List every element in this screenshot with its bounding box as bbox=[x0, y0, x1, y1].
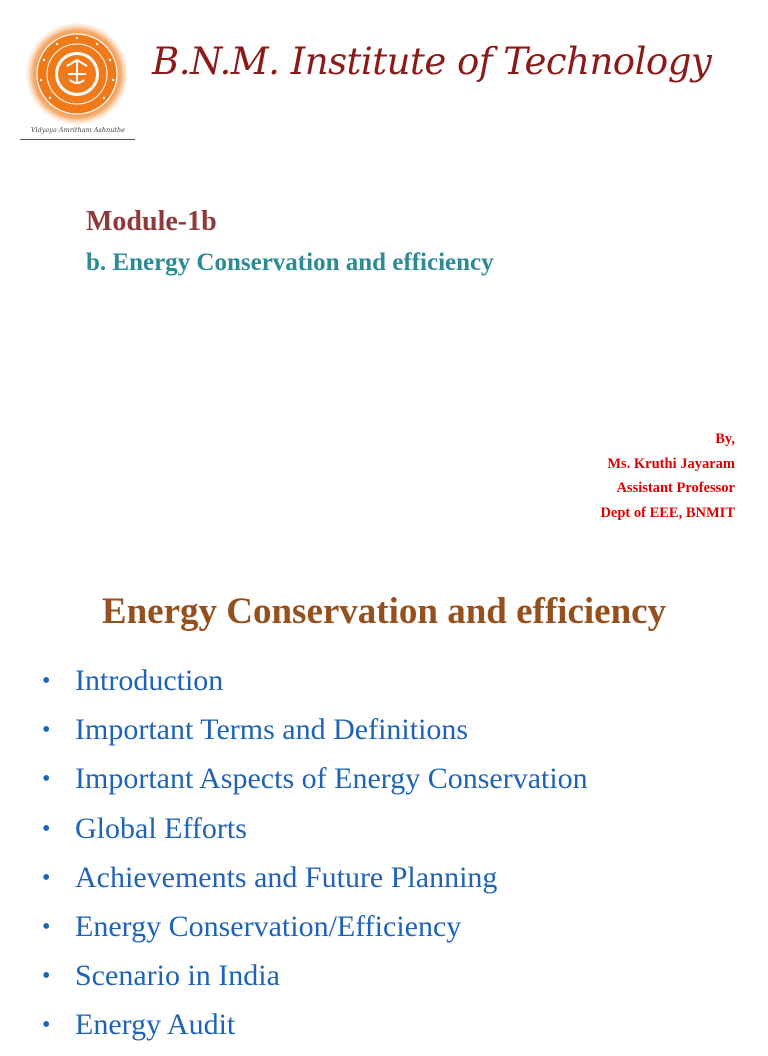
author-name: Ms. Kruthi Jayaram bbox=[607, 455, 735, 472]
bullet-icon: • bbox=[42, 913, 51, 940]
outline-list bbox=[42, 662, 588, 1056]
logo-divider bbox=[20, 139, 135, 140]
module-title: Module-1b bbox=[86, 206, 217, 237]
outline-title: Energy Conservation and efficiency bbox=[101, 591, 667, 632]
bullet-icon: • bbox=[42, 963, 51, 990]
list-item-label: Scenario in India bbox=[75, 959, 280, 993]
bullet-icon: • bbox=[42, 864, 51, 891]
list-item-label: Important Aspects of Energy Conservation bbox=[75, 762, 588, 796]
list-item-label: Energy Conservation/Efficiency bbox=[75, 909, 462, 943]
list-item-label: Introduction bbox=[75, 664, 224, 697]
institute-logo bbox=[22, 22, 132, 142]
list-item-label: Energy Audit bbox=[75, 1008, 236, 1042]
list-item bbox=[42, 662, 588, 711]
list-item bbox=[42, 810, 588, 859]
list-item bbox=[42, 908, 588, 957]
bullet-icon: • bbox=[42, 1012, 51, 1039]
outline-slide bbox=[0, 560, 768, 1042]
logo-motto: Vidyaya Amritham Ashnuthe bbox=[30, 126, 126, 134]
bullet-icon: • bbox=[42, 815, 51, 842]
seal-icon bbox=[22, 22, 132, 132]
bullet-icon: • bbox=[42, 717, 51, 744]
list-item-label: Important Terms and Definitions bbox=[75, 713, 469, 747]
author-department: Dept of EEE, BNMIT bbox=[600, 504, 735, 521]
module-subtitle: b. Energy Conservation and efficiency bbox=[86, 249, 494, 276]
list-item bbox=[42, 1006, 588, 1055]
author-by: By, bbox=[715, 431, 735, 447]
list-item bbox=[42, 957, 588, 1006]
bullet-icon: • bbox=[42, 766, 51, 793]
bullet-icon: • bbox=[42, 668, 51, 694]
institute-name: B.N.M. Institute of Technology bbox=[152, 40, 712, 83]
list-item-label: Global Efforts bbox=[75, 811, 247, 845]
list-item-label: Achievements and Future Planning bbox=[75, 860, 498, 894]
list-item bbox=[42, 760, 588, 809]
author-block bbox=[600, 427, 735, 525]
author-designation: Assistant Professor bbox=[616, 480, 735, 496]
list-item bbox=[42, 859, 588, 908]
list-item bbox=[42, 711, 588, 760]
